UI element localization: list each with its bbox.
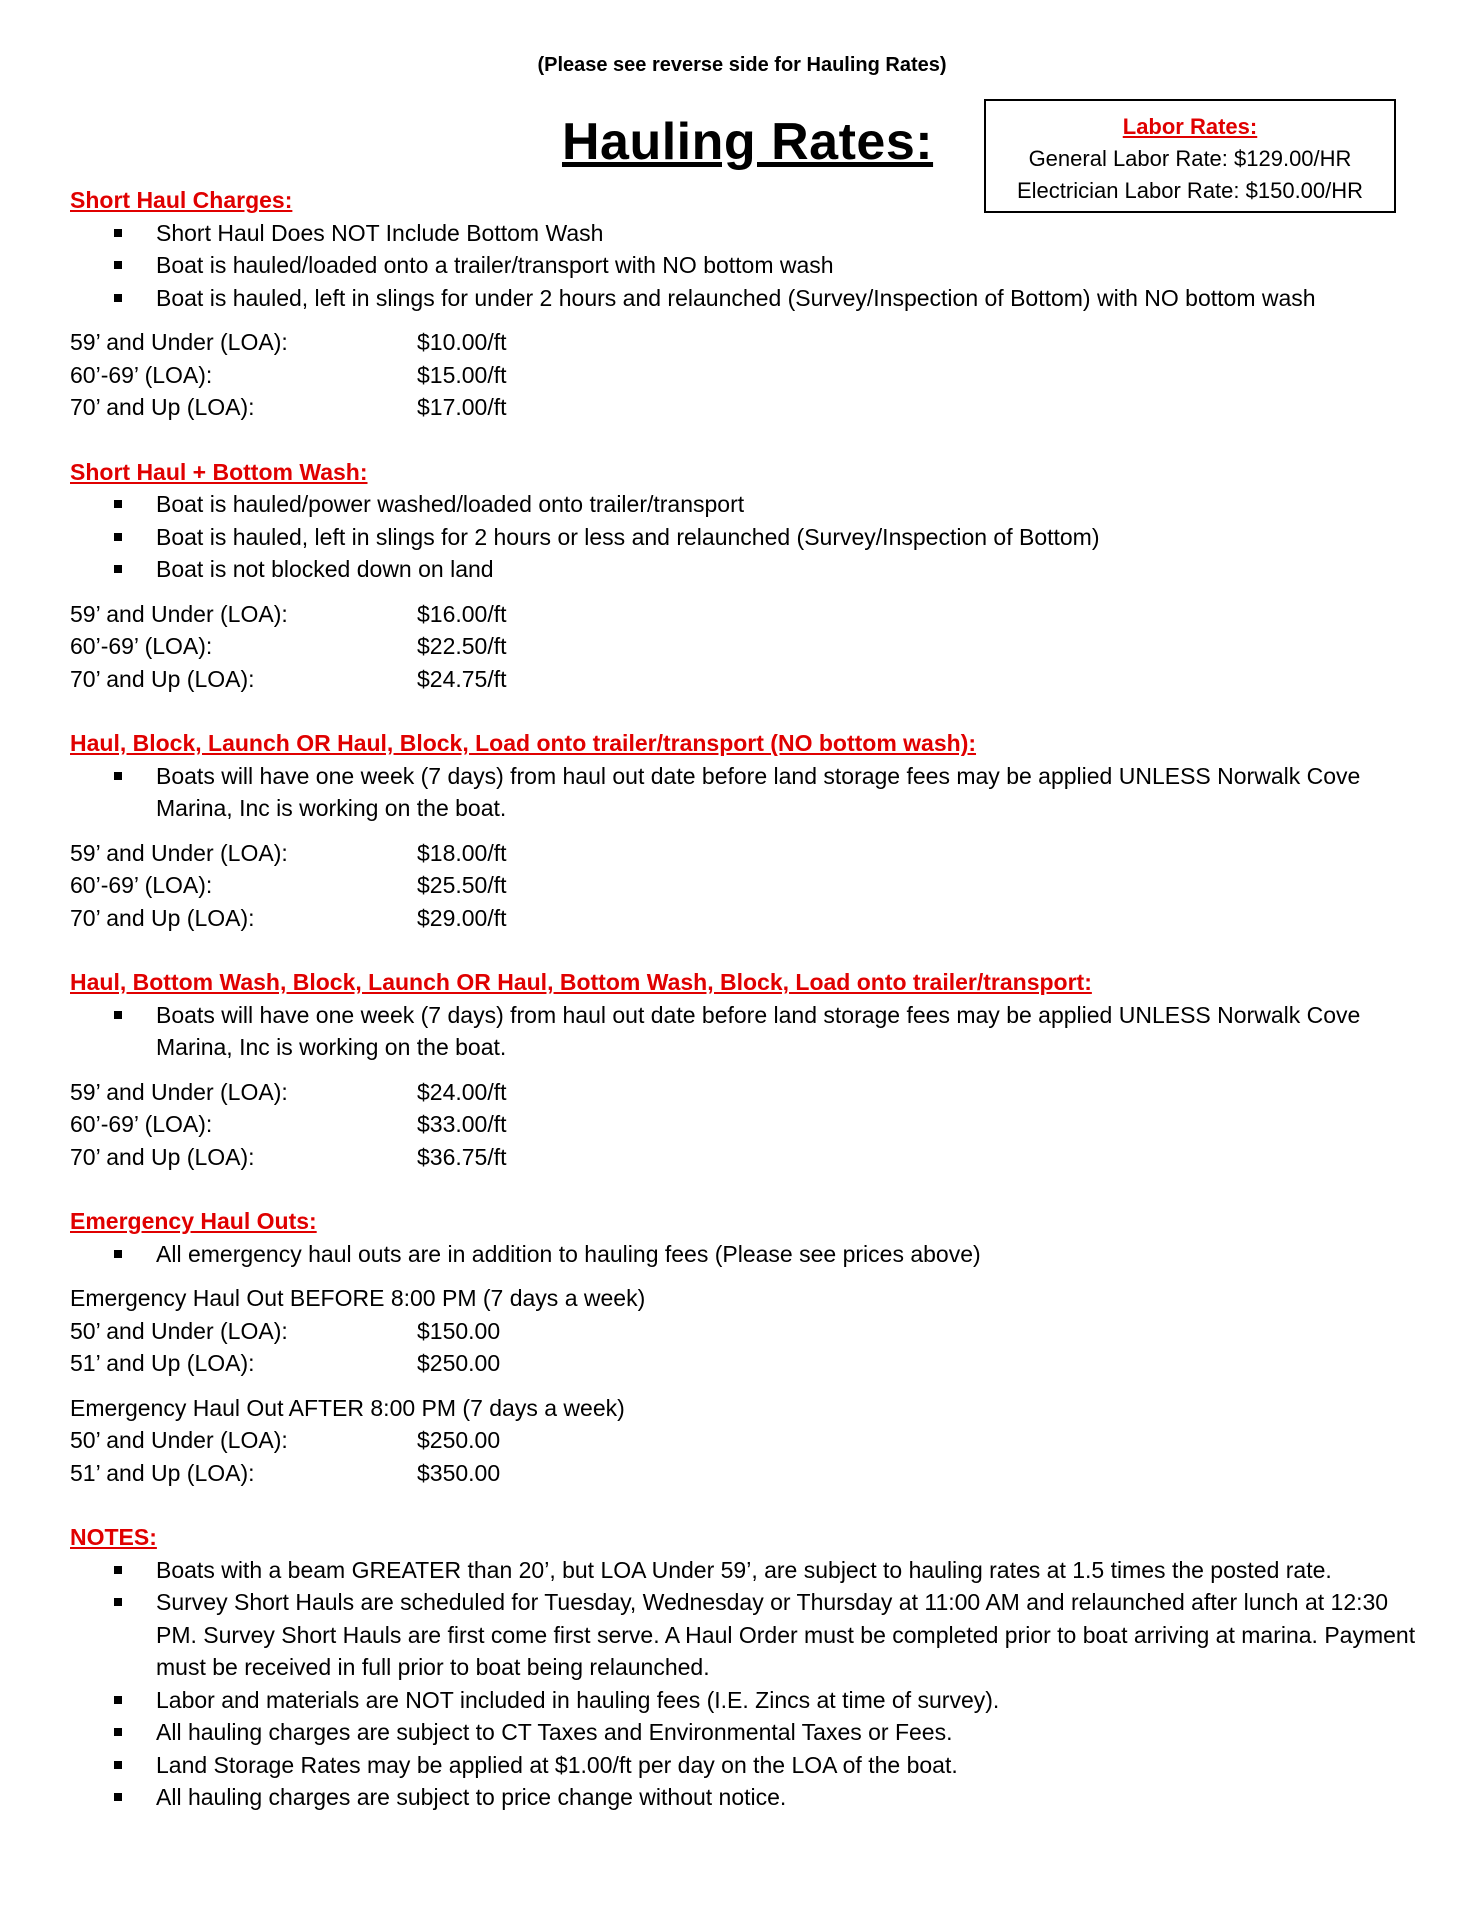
rate-table	[70, 598, 1430, 696]
note-item: Land Storage Rates may be applied at $1.00/ft per day on the LOA of the boat.	[156, 1749, 1430, 1782]
rate-value: $150.00	[417, 1317, 501, 1344]
section-heading: Emergency Haul Outs:	[70, 1208, 317, 1234]
rate-row	[70, 391, 1430, 424]
rate-label: 59’ and Under (LOA):	[70, 839, 288, 866]
rate-label: 59’ and Under (LOA):	[70, 329, 288, 355]
rate-value: $24.75/ft	[417, 665, 507, 692]
rate-label: 70’ and Up (LOA):	[70, 394, 255, 420]
bullet-item: All emergency haul outs are in addition to hauling fees (Please see prices above)	[156, 1238, 1430, 1271]
section-notes	[70, 1521, 1430, 1814]
rate-row	[70, 1347, 1430, 1380]
rate-table	[70, 837, 1430, 935]
bullet-list	[70, 999, 1430, 1064]
reverse-side-note: (Please see reverse side for Hauling Rates)	[537, 54, 947, 76]
emergency-after-caption: Emergency Haul Out AFTER 8:00 PM (7 days a week)	[70, 1394, 625, 1421]
bullet-item: Boat is hauled/loaded onto a trailer/transport with NO bottom wash	[156, 249, 1430, 282]
section-heading: Short Haul + Bottom Wash:	[70, 458, 368, 485]
rate-table	[70, 326, 1430, 424]
rate-label: 59’ and Under (LOA):	[70, 1078, 288, 1105]
rate-label: 70’ and Up (LOA):	[70, 665, 255, 692]
rate-value: $29.00/ft	[417, 904, 507, 931]
bullet-item: Boat is hauled, left in slings for under 2 hours and relaunched (Survey/Inspection of Bottom) with NO bottom wash	[156, 282, 1430, 315]
bullet-list	[70, 488, 1430, 586]
rate-row	[70, 1141, 1430, 1174]
section-emergency-haul-outs	[70, 1205, 1430, 1489]
rate-row	[70, 359, 1430, 392]
rate-label: 51’ and Up (LOA):	[70, 1459, 255, 1486]
emergency-before-caption: Emergency Haul Out BEFORE 8:00 PM (7 days a week)	[70, 1285, 646, 1311]
rate-label: 59’ and Under (LOA):	[70, 600, 288, 627]
rate-value: $25.50/ft	[417, 872, 507, 898]
rate-label: 70’ and Up (LOA):	[70, 904, 255, 931]
rates-content	[70, 184, 1430, 1814]
rate-label: 50’ and Under (LOA):	[70, 1317, 288, 1344]
note-item: All hauling charges are subject to CT Taxes and Environmental Taxes or Fees.	[156, 1716, 1430, 1749]
bullet-item: Boats will have one week (7 days) from haul out date before land storage fees may be applied UNLESS Norwalk Cove Marina, Inc is working on the boat.	[156, 760, 1430, 825]
rate-row	[70, 837, 1430, 870]
section-heading: Haul, Block, Launch OR Haul, Block, Load onto trailer/transport (NO bottom wash):	[70, 730, 977, 756]
rate-label: 50’ and Under (LOA):	[70, 1427, 288, 1453]
rate-label: 60’-69’ (LOA):	[70, 633, 213, 659]
section-short-haul	[70, 184, 1430, 424]
page-title: Hauling Rates:	[562, 113, 934, 171]
rate-row	[70, 902, 1430, 935]
rate-value: $16.00/ft	[417, 600, 507, 627]
bullet-list	[70, 217, 1430, 315]
rate-value: $10.00/ft	[417, 329, 507, 355]
rate-value: $22.50/ft	[417, 633, 507, 659]
rate-label: 60’-69’ (LOA):	[70, 1111, 213, 1137]
rate-value: $250.00	[417, 1427, 501, 1453]
rate-value: $18.00/ft	[417, 839, 507, 866]
labor-rates-title: Labor Rates:	[1122, 114, 1258, 139]
rate-label: 51’ and Up (LOA):	[70, 1350, 255, 1376]
rate-label: 60’-69’ (LOA):	[70, 361, 213, 388]
bullet-list	[70, 760, 1430, 825]
rate-row	[70, 1315, 1430, 1348]
rate-row	[70, 869, 1430, 902]
bullet-list	[70, 1238, 1430, 1271]
note-item: All hauling charges are subject to price change without notice.	[156, 1781, 1430, 1814]
rate-row	[70, 326, 1430, 359]
rate-row	[70, 1108, 1430, 1141]
bullet-item: Boats will have one week (7 days) from haul out date before land storage fees may be applied UNLESS Norwalk Cove Marina, Inc is working on the boat.	[156, 999, 1430, 1064]
rate-value: $350.00	[417, 1459, 501, 1486]
rate-row	[70, 1457, 1430, 1490]
rate-row	[70, 598, 1430, 631]
bullet-item: Boat is hauled/power washed/loaded onto trailer/transport	[156, 488, 1430, 521]
note-item: Boats with a beam GREATER than 20’, but LOA Under 59’, are subject to hauling rates at 1.5 times the posted rate.	[156, 1554, 1430, 1587]
general-labor-rate: General Labor Rate: $129.00/HR	[1028, 146, 1352, 171]
section-short-haul-bottom-wash	[70, 456, 1430, 696]
note-item: Survey Short Hauls are scheduled for Tuesday, Wednesday or Thursday at 11:00 AM and relaunched after lunch at 12:30 PM. Survey Short Hauls are first come first serve. A Haul Order must be completed prior to boat arriving at marina. Payment must be received in full prior to boat being relaunched.	[156, 1586, 1430, 1684]
note-item: Labor and materials are NOT included in hauling fees (I.E. Zincs at time of survey).	[156, 1684, 1430, 1717]
rate-value: $250.00	[417, 1350, 501, 1376]
rate-row	[70, 630, 1430, 663]
rate-table	[70, 1076, 1430, 1174]
section-heading: Short Haul Charges:	[70, 187, 293, 213]
rate-value: $36.75/ft	[417, 1143, 507, 1170]
bullet-item: Boat is not blocked down on land	[156, 553, 1430, 586]
electrician-labor-rate: Electrician Labor Rate: $150.00/HR	[1016, 178, 1364, 203]
rate-label: 60’-69’ (LOA):	[70, 872, 213, 898]
section-haul-bottom-wash-block-launch	[70, 966, 1430, 1173]
section-haul-block-launch	[70, 727, 1430, 934]
section-heading: NOTES:	[70, 1524, 157, 1550]
notes-list	[70, 1554, 1430, 1814]
section-heading: Haul, Bottom Wash, Block, Launch OR Haul, Bottom Wash, Block, Load onto trailer/transport:	[70, 969, 1092, 995]
bullet-item: Boat is hauled, left in slings for 2 hours or less and relaunched (Survey/Inspection of Bottom)	[156, 521, 1430, 554]
rate-label: 70’ and Up (LOA):	[70, 1143, 255, 1170]
rate-value: $24.00/ft	[417, 1078, 507, 1105]
rate-row	[70, 663, 1430, 696]
bullet-item: Short Haul Does NOT Include Bottom Wash	[156, 217, 1430, 250]
rate-value: $33.00/ft	[417, 1111, 507, 1137]
rate-row	[70, 1076, 1430, 1109]
rate-row	[70, 1424, 1430, 1457]
rate-value: $15.00/ft	[417, 361, 507, 388]
rate-value: $17.00/ft	[417, 394, 507, 420]
